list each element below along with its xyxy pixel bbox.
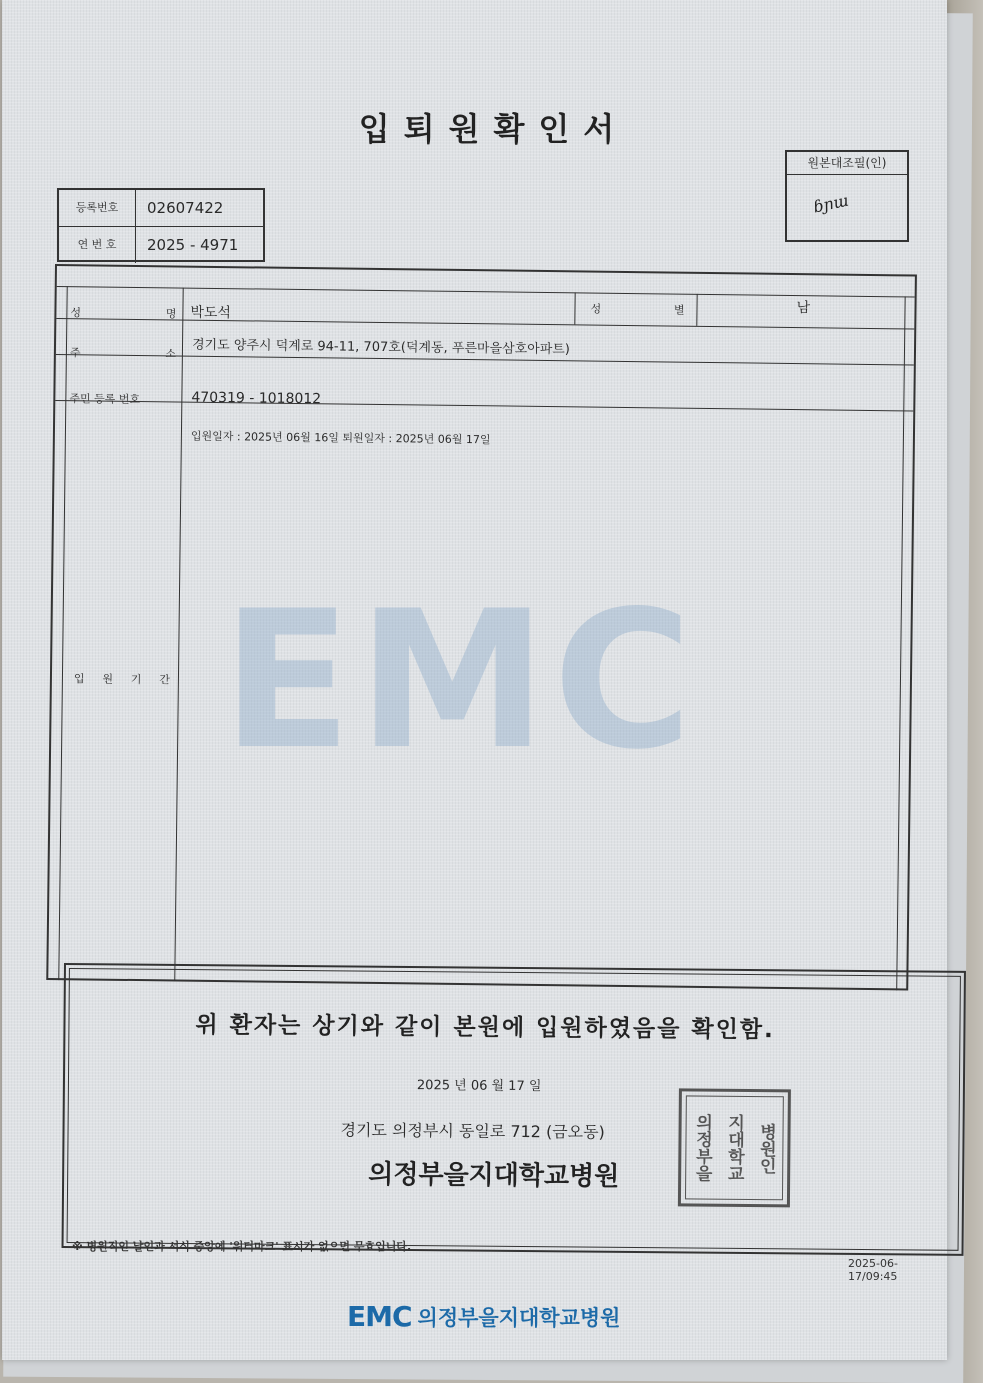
stay-period: 입원일자 : 2025년 06월 16일 퇴원일자 : 2025년 06월 17일 <box>190 429 491 447</box>
table-line <box>174 288 183 982</box>
signature-icon: ɓɲɯ <box>811 190 851 217</box>
table-line <box>696 294 697 326</box>
table-line <box>574 292 575 324</box>
footer-logo <box>347 1300 620 1333</box>
seal-glyph: 지대학교 <box>723 1113 745 1182</box>
footer-hospital-name: 의정부을지대학교병원 <box>417 1305 621 1330</box>
registration-row <box>59 190 263 226</box>
name-label: 성 명 <box>70 306 177 321</box>
registration-number-label: 등록번호 <box>59 190 136 226</box>
table-line <box>55 400 913 411</box>
table-line <box>57 286 915 297</box>
patient-address: 경기도 양주시 덕계로 94-11, 707호(덕계동, 푸른마을삼호아파트) <box>191 337 571 358</box>
patient-name: 박도석 <box>190 304 232 322</box>
watermark-notice: ※ 병원직인 날인과 서식 중앙에 '워터마크' 표시가 없으면 무효입니다. <box>72 1240 412 1253</box>
document-title: 입퇴원확인서 <box>358 110 629 148</box>
confirmation-statement: 위 환자는 상기와 같이 본원에 입원하였음을 확인함. <box>195 1012 775 1044</box>
confirmation-box <box>62 963 966 1256</box>
original-stamp-box <box>785 150 909 242</box>
address-label: 주 소 <box>69 346 176 361</box>
table-line <box>58 286 67 980</box>
resident-number-label: 주민 등록 번호 <box>69 392 141 407</box>
hospital-seal-inner <box>685 1095 784 1200</box>
document-page <box>2 0 947 1360</box>
print-timestamp: 2025-06-17/09:45 <box>848 1257 898 1283</box>
hospital-seal-icon <box>678 1088 791 1207</box>
serial-number: 2025 - 4971 <box>147 236 239 254</box>
registration-box <box>57 188 265 262</box>
hospital-address: 경기도 의정부시 동일로 712 (금오동) <box>340 1120 605 1142</box>
stay-label: 입 원 기 간 <box>73 672 171 687</box>
serial-row <box>59 226 263 263</box>
seal-glyph: 병원인 <box>755 1122 777 1174</box>
sex-label: 성 별 <box>590 302 685 317</box>
serial-number-label: 연 번 호 <box>59 227 136 263</box>
registration-number: 02607422 <box>147 199 224 217</box>
watermark-logo: EMC <box>222 570 699 791</box>
table-line <box>56 318 914 329</box>
patient-info-table <box>46 264 917 990</box>
hospital-name: 의정부을지대학교병원 <box>368 1159 620 1192</box>
table-line <box>896 296 905 990</box>
resident-number: 470319 - 1018012 <box>191 389 322 408</box>
emc-logo-icon: EMC <box>347 1300 412 1333</box>
issue-date: 2025 년 06 월 17 일 <box>416 1078 542 1095</box>
patient-sex: 남 <box>796 300 811 317</box>
seal-glyph: 의정부을 <box>691 1113 713 1182</box>
original-stamp-label: 원본대조필(인) <box>787 152 907 175</box>
